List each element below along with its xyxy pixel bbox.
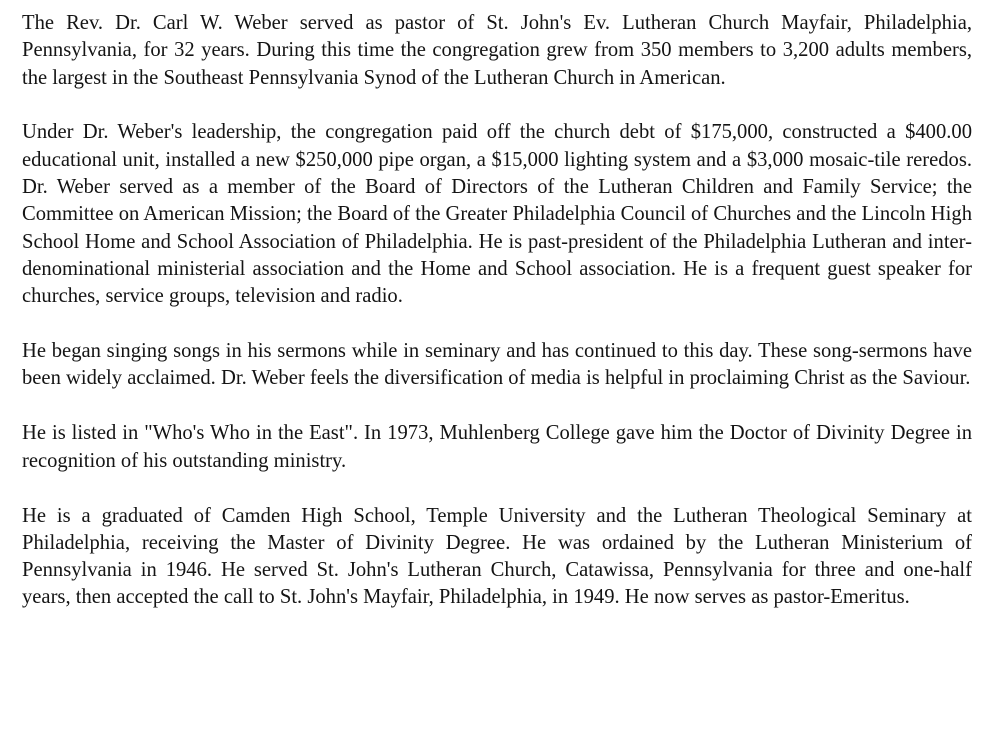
paragraph-pastorate: The Rev. Dr. Carl W. Weber served as pastor of St. John's Ev. Lutheran Church Mayfair, Philadelphia, Pennsylvania, for 32 years. During this time the congregation grew from 350 members to 3,200 adults members, the largest in the Southeast Pennsylvania Synod of the Lutheran Church in American.	[22, 12, 972, 89]
paragraph-leadership: Under Dr. Weber's leadership, the congregation paid off the church debt of $175,000, constructed a $400.00 educational unit, installed a new $250,000 pipe organ, a $15,000 lighting system and a $3,000 mosaic-tile reredos. Dr. Weber served as a member of the Board of Directors of the Lutheran Children and Family Service; the Committee on American Mission; the Board of the Greater Philadelphia Council of Churches and the Lincoln High School Home and School Association of Philadelphia. He is past-president of the Philadelphia Lutheran and inter-denominational ministerial association and the Home and School association. He is a frequent guest speaker for churches, service groups, television and radio.	[22, 121, 972, 308]
paragraph-honors: He is listed in "Who's Who in the East". In 1973, Muhlenberg College gave him the Doctor of Divinity Degree in recognition of his outstanding ministry.	[22, 422, 972, 472]
paragraph-song-sermons: He began singing songs in his sermons while in seminary and has continued to this day. These song-sermons have been widely acclaimed. Dr. Weber feels the diversification of media is helpful in proclaiming Christ as the Saviour.	[22, 340, 972, 390]
paragraph-education: He is a graduated of Camden High School, Temple University and the Lutheran Theological Seminary at Philadelphia, receiving the Master of Divinity Degree. He was ordained by the Lutheran Ministerium of Pennsylvania in 1946. He served St. John's Lutheran Church, Catawissa, Pennsylvania for three and one-half years, then accepted the call to St. John's Mayfair, Philadelphia, in 1949. He now serves as pastor-Emeritus.	[22, 504, 972, 609]
biography-document	[22, 10, 972, 612]
